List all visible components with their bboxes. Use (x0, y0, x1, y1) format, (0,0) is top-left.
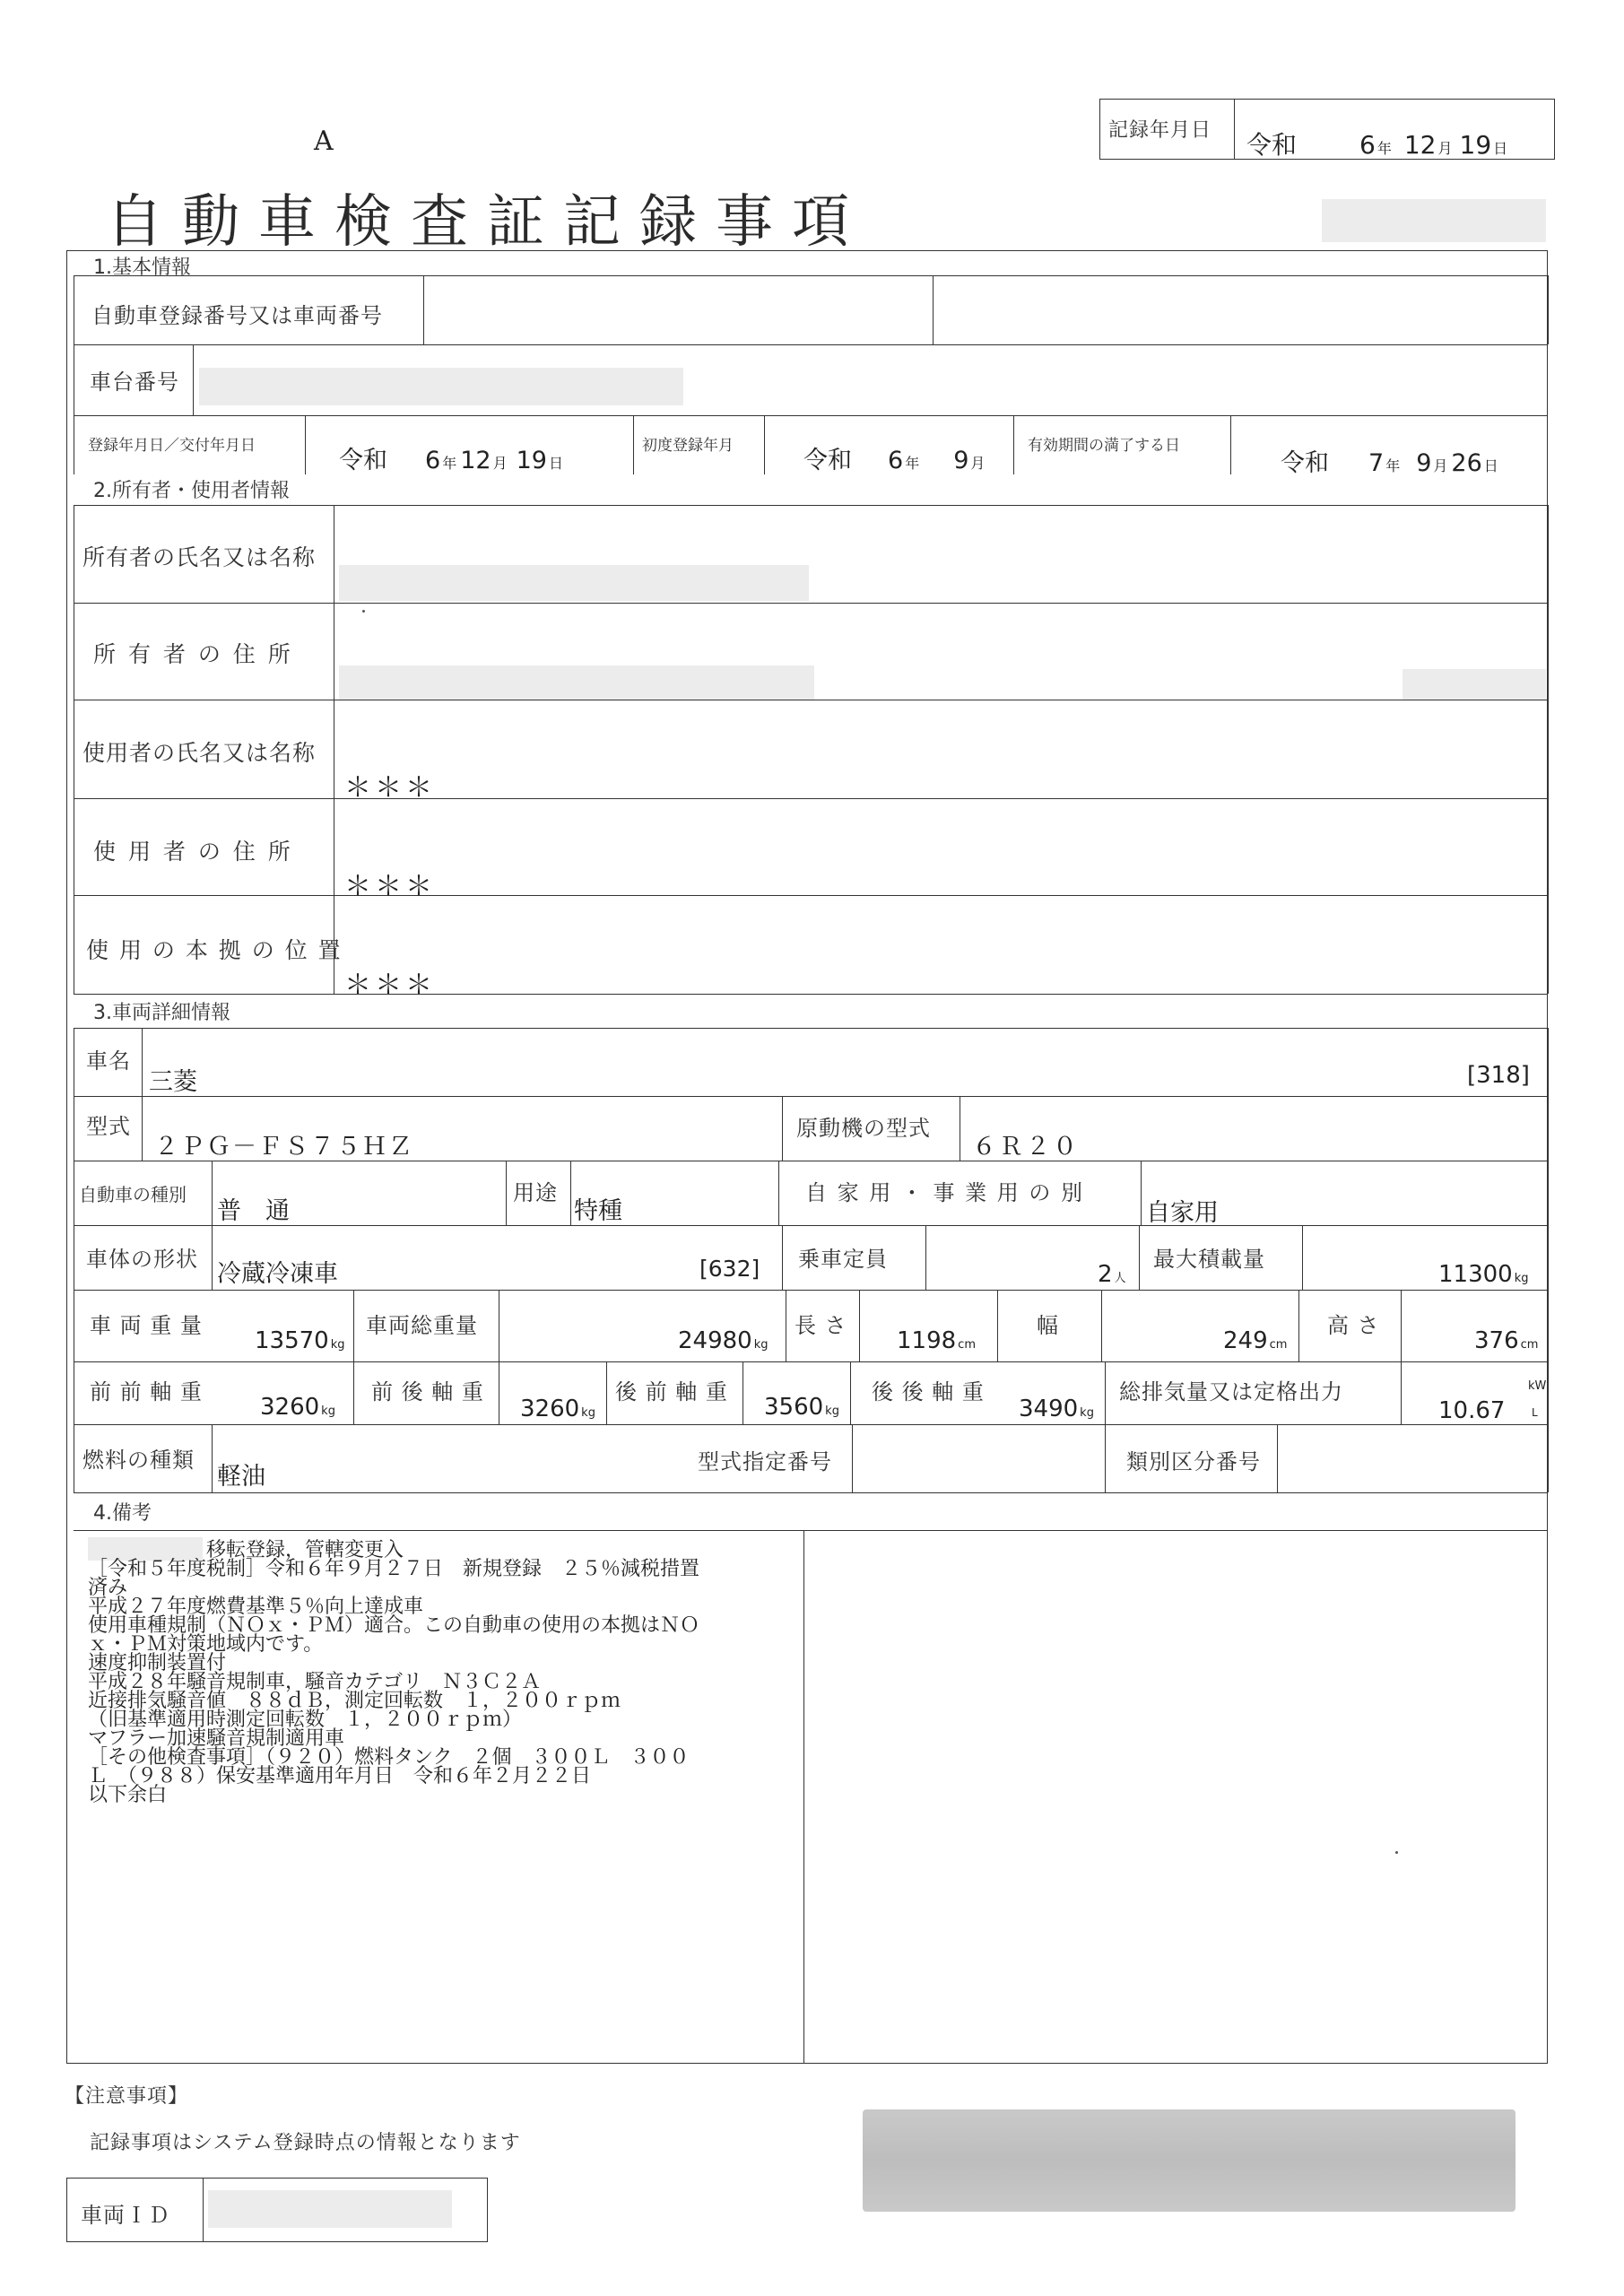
fuel-type-value: 軽油 (217, 1463, 265, 1491)
form-letter: A (314, 126, 334, 157)
front-rear-axle-value: 3260 kg (520, 1396, 595, 1422)
rear-front-axle-value: 3560 kg (764, 1394, 839, 1421)
length-label: 長 さ (795, 1313, 847, 1338)
displacement-value: 10.67 (1438, 1397, 1506, 1424)
rear-rear-axle-value: 3490 kg (1019, 1396, 1094, 1422)
user-name-label: 使用者の氏名又は名称 (83, 740, 317, 766)
user-address-label: 使 用 者 の 住 所 (93, 839, 293, 865)
private-business-value: 自家用 (1146, 1199, 1219, 1227)
notes-heading: 【注意事項】 (65, 2085, 189, 2108)
gross-weight-label: 車両総重量 (366, 1313, 478, 1338)
reg-date-label: 登録年月日／交付年月日 (88, 437, 256, 455)
section-basic-heading: 1.基本情報 (93, 257, 191, 279)
redacted-owner-address (339, 665, 814, 700)
scan-speck (1395, 1851, 1398, 1854)
fuel-type-label: 燃料の種類 (83, 1448, 195, 1473)
redacted-owner-name (339, 565, 809, 601)
redacted-owner-address-right (1403, 669, 1546, 700)
remarks-line: （旧基準適用時測定回転数 １，２００ｒｐｍ） (88, 1709, 523, 1731)
remarks-line: 平成２７年度燃費基準５％向上達成車 (88, 1596, 424, 1618)
displacement-unit-kw: kW (1528, 1379, 1547, 1393)
model-value: ２ＰＧ－ＦＳ７５ＨＺ (154, 1133, 414, 1161)
body-shape-value: 冷蔵冷凍車 (217, 1260, 338, 1288)
expiry-value: 令和 7 年 9 月 26 日 (1281, 449, 1498, 477)
remarks-line: 速度抑制装置付 (88, 1652, 227, 1674)
first-reg-label: 初度登録年月 (642, 437, 734, 455)
scan-speck (362, 610, 365, 613)
width-label: 幅 (1037, 1313, 1059, 1338)
vehicle-name-code: [318] (1467, 1062, 1530, 1089)
remarks-line: 移転登録，管轄変更入 (88, 1539, 404, 1561)
height-value: 376 cm (1474, 1327, 1539, 1354)
front-rear-axle-label: 前 後 軸 重 (371, 1379, 484, 1405)
remarks-line: 近接排気騒音値 ８８ｄＢ，測定回転数 １，２００ｒｐｍ (88, 1690, 621, 1712)
remarks-line: ［その他検査事項］（９２０）燃料タンク ２個 ３００Ｌ ３００ (88, 1746, 690, 1769)
capacity-value: 2 人 (1098, 1261, 1126, 1288)
body-shape-label: 車体の形状 (86, 1247, 198, 1272)
vehicle-kind-label: 自動車の種別 (79, 1184, 187, 1205)
remarks-line: Ｌ （９８８）保安基準適用年月日 令和６年２月２２日 (88, 1765, 592, 1787)
body-shape-code: [632] (699, 1256, 760, 1282)
owner-name-label: 所有者の氏名又は名称 (83, 544, 317, 570)
user-address-value: ＊＊＊ (344, 871, 436, 902)
reg-date-value: 令和 6 年 12 月 19 日 (339, 447, 563, 474)
remarks-line: マフラー加速騒音規制適用車 (88, 1727, 345, 1750)
section-remarks-heading: 4.備考 (93, 1502, 152, 1525)
front-front-axle-value: 3260 kg (260, 1394, 335, 1421)
reg-number-label: 自動車登録番号又は車両番号 (91, 303, 383, 328)
base-location-label: 使 用 の 本 拠 の 位 置 (86, 937, 343, 963)
base-location-value: ＊＊＊ (344, 970, 436, 1001)
vehicle-name-label: 車名 (86, 1048, 131, 1074)
width-value: 249 cm (1223, 1327, 1288, 1354)
height-label: 高 さ (1327, 1313, 1380, 1338)
redacted-chassis-number (199, 368, 683, 405)
first-reg-value: 令和 6 年 9 月 (803, 447, 986, 474)
type-designation-label: 型式指定番号 (698, 1449, 832, 1474)
remarks-line: 済み (88, 1577, 128, 1599)
displacement-label: 総排気量又は定格出力 (1119, 1379, 1343, 1405)
owner-address-label: 所 有 者 の 住 所 (93, 641, 293, 667)
vehicle-kind-value: 普 通 (217, 1197, 290, 1225)
document-title: 自動車検査証記録事項 (106, 189, 868, 256)
vehicle-weight-label: 車 両 重 量 (90, 1313, 203, 1338)
remarks-text (88, 1541, 699, 1805)
section-vehicle-heading: 3.車両詳細情報 (93, 1002, 230, 1024)
vehicle-weight-value: 13570 kg (255, 1327, 345, 1354)
model-label: 型式 (86, 1114, 131, 1139)
vehicle-id-label: 車両ＩＤ (81, 2203, 170, 2228)
expiry-label: 有効期間の満了する日 (1028, 437, 1180, 455)
class-number-label: 類別区分番号 (1126, 1449, 1261, 1474)
record-date-value: 令和 6 年 12 月 19 日 (1246, 130, 1508, 160)
displacement-unit-l: L (1532, 1406, 1538, 1419)
use-label: 用途 (513, 1180, 558, 1205)
redacted-header (1322, 199, 1546, 242)
chassis-number-label: 車台番号 (90, 370, 179, 395)
redacted-stamp-area (863, 2109, 1515, 2212)
remarks-line: ［令和５年度税制］令和６年９月２７日 新規登録 ２５％減税措置 (88, 1558, 700, 1580)
redacted-vehicle-id (208, 2190, 452, 2228)
gross-weight-value: 24980 kg (678, 1327, 769, 1354)
section-owner-heading: 2.所有者・使用者情報 (93, 480, 290, 502)
rear-front-axle-label: 後 前 軸 重 (615, 1379, 728, 1405)
front-front-axle-label: 前 前 軸 重 (90, 1379, 203, 1405)
use-value: 特種 (574, 1197, 622, 1225)
engine-model-value: ６Ｒ２０ (972, 1133, 1080, 1161)
notes-text: 記録事項はシステム登録時点の情報となります (90, 2132, 521, 2154)
max-load-label: 最大積載量 (1153, 1247, 1265, 1272)
remarks-line: ｘ・ＰＭ対策地域内です。 (88, 1633, 324, 1656)
length-value: 1198 cm (897, 1327, 976, 1354)
vehicle-name-value: 三菱 (149, 1068, 197, 1096)
remarks-line: 以下余白 (88, 1784, 168, 1806)
max-load-value: 11300 kg (1438, 1261, 1529, 1288)
rear-rear-axle-label: 後 後 軸 重 (872, 1379, 985, 1405)
engine-model-label: 原動機の型式 (796, 1116, 931, 1141)
user-name-value: ＊＊＊ (344, 772, 436, 804)
private-business-label: 自 家 用 ・ 事 業 用 の 別 (805, 1180, 1085, 1205)
remarks-line: 平成２８年騒音規制車，騒音カテゴリ Ｎ３Ｃ２Ａ (88, 1671, 542, 1693)
capacity-label: 乗車定員 (798, 1247, 888, 1272)
remarks-line: 使用車種規制（ＮＯｘ・ＰＭ）適合。この自動車の使用の本拠はＮＯ (88, 1614, 700, 1637)
record-date-label: 記録年月日 (1108, 119, 1212, 142)
